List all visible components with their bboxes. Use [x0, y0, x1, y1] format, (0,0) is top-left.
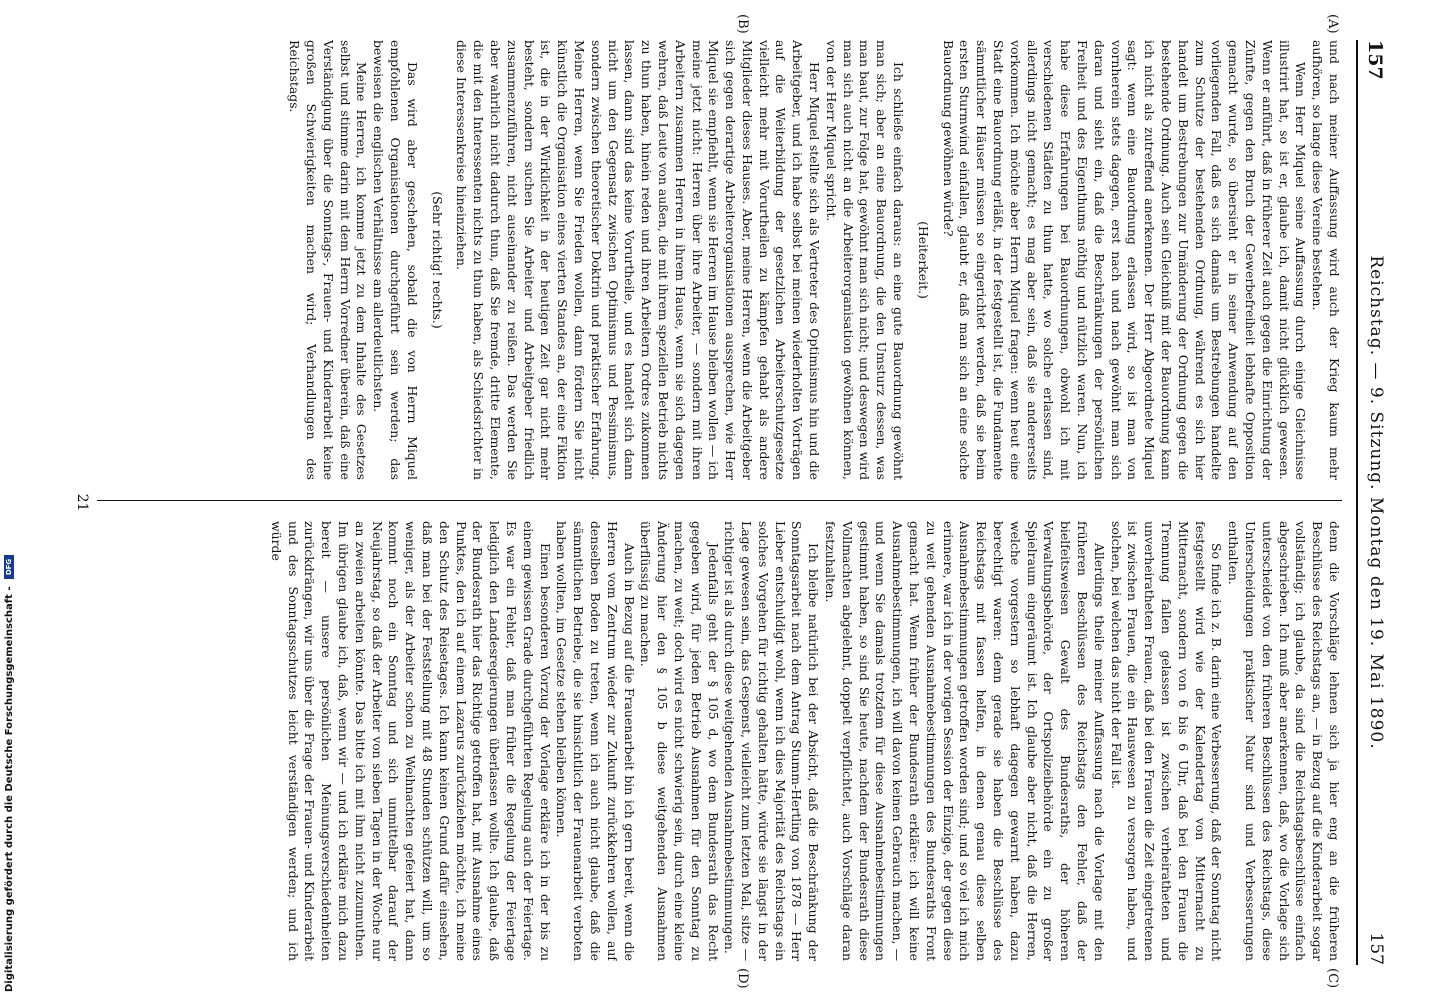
margin-marker-d: (D): [735, 968, 750, 989]
digitization-credit: [4, 558, 18, 992]
paragraph: Jedenfalls geht der § 105 d, wo dem Bundesrath das Recht gegeben wird, für jeden Betrieb Ausnahmen für den Sonntag zu machen, zu weit; doch wird es nicht schwierig sein, durch eine kleine Änderung hier den § 105 b diese weitgehenden Ausnahmen überflüssig zu machen.: [638, 521, 721, 961]
paragraph: und nach meiner Auffassung wird auch der Krieg kaum mehr aufhören, so lange diese Vereine bestehen.: [1310, 40, 1342, 480]
paragraph: Wenn Herr Miquel seine Auffassung durch einige Gleichnisse illustrirt hat, so ist er, glaube ich, damit nicht glücklich gewesen. Wenn er anführt, daß in früherer Zeit auch gegen die Einrichtung der Zünfte, gegen den Bruch der Gewerbefreiheit lebhafte Opposition gemacht wurde, so übersieht er in seiner Anwendung auf den vorliegenden Fall, daß es sich damals um Bestrebungen handelte zum Schutze der bestehenden Ordnung, während es sich hier handelt um Bestrebungen zur Umänderung der Ordnung gegen die bestehende Ordnung. Auch sein Gleichniß mit der Bauordnung kann ich nicht als zutreffend anerkennen. Der Herr Abgeordnete Miquel sagt: wenn eine Bauordnung erlassen wird, so ist man von vornherein stets dagegen, erst nach und nach gewöhnt man sich daran und sieht ein, daß die Beschränkungen der persönlichen Freiheit und des Eigenthums nöthig und nützlich waren. Nun, ich habe diese Erfahrungen bei Bauordnungen, obwohl ich mit verschiedenen Städten zu thun hatte, wo solche erlassen sind, allerdings nicht gemacht; es mag aber sein, daß sie andererseits vorkommen. Ich möchte aber Herrn Miquel fragen: wenn heut eine Stadt eine Bauordnung erläßt, in der festgestellt ist, die Fundamente sämmtlicher Häuser müssen so eingerichtet werden, daß sie beim ersten Sturmwind einfallen, glaubt er, daß man sich an eine solche Bauordnung gewöhnen würde?: [940, 40, 1309, 480]
dfg-logo-icon: DFG: [4, 555, 14, 579]
header-page-label: 157: [1366, 932, 1386, 965]
paragraph: Ich bleibe natürlich bei der Absicht, daß die Beschränkung der Sonntagsarbeit nach dem Antrag Stumm-Hertling von 1878 — Herr Lieber entschuldigt wohl, wenn ich dies Majorität des Reichstags ein solches Vorgehen für richtig gehalten hätte, würde sie längst in der Lage gewesen sein, das Gespenst, vielleicht zum letzten Mal, sitze — richtiger ist als durch diese weitgehenden Ausnahmebestimmungen.: [722, 521, 822, 961]
laughter-note: (Heiterkeit.): [915, 221, 931, 299]
header-page-number: 157: [1364, 40, 1386, 80]
paragraph: So finde ich z. B. darin eine Verbesserung, daß der Sonntag nicht festgestellt wird wie der Kalendertag von Mitternacht zu Mitternacht, sondern von 6 bis 6 Uhr, daß bei den Frauen die Trennung fallen gelassen ist zwischen verheiratheten und unverheiratheten Frauen, daß bei den Frauen die Zeit eingetretenen ist zwischen Frauen, die ein Hauswesen zu versorgen haben, und solchen, bei welchen das nicht der Fall ist.: [1108, 521, 1225, 961]
left-column: [112, 40, 1342, 480]
paragraph: Meine Herren, ich komme jetzt zu dem Inhalte des Gesetzes selbst und stimme darin mit dem Herrn Vorredner überein, daß eine Verständigung über die Sonntags-, Frauen- und Kinderarbeit keine großen Schwierigkeiten machen wird; Verhandlungen des Reichstags.: [287, 40, 370, 480]
paragraph: Ich schließe einfach daraus: an eine gute Bauordnung gewöhnt man sich; aber an eine Bauordnung, die den Umsturz dessen, was man baut, zur Folge hat, gewöhnt man sich nicht; und deswegen wird man sich auch nicht an die Arbeiterorganisation gewöhnen können, von der Herr Miquel spricht.: [823, 40, 907, 480]
paragraph: Herr Miquel stellte sich als Vertreter des Optimismus hin und die Arbeitgeber, und ich habe selbst bei meinen wiederholten Vorträgen auf die Weiterbildung der gesetzlichen Arbeiterschutzgesetze vielleicht mehr mit Vorurtheilen zu kämpfen gehabt als andere Mitglieder dieses Hauses. Aber, meine Herren, wenn die Arbeitgeber sich gegen derartige Arbeiterorganisationen aussprechen, wie Herr Miquel sie empfiehlt, wenn sie Herren im Hause bleiben wollen — ich meine jetzt nicht: Herren über ihre Arbeiter, — sondern mit ihren Arbeitern zusammen Herren in ihrem Hause, wenn sie sich dagegen wehren, daß Leute von außen, die mit ihrem speziellen Betrieb nichts zu thun haben, hinein reden und ihren Arbeitern Ordres zukommen lassen, dann sind das keine Vorurtheile, und es handelt sich dann nicht um den Gegensatz zwischen Optimismus und Pessimismus, sondern zwischen theoretischer Doktrin und praktischer Erfahrung. Meine Herren, wenn Sie Frieden wollen, dann fördern Sie nicht künstlich die Organisation eines vierten Standes an, der eine Fiktion ist, die in der Wirklichkeit in der heutigen Zeit gar nicht mehr besteht, sondern suchen Sie Arbeiter und Arbeitgeber friedlich zusammenzuführen, nicht auseinander zu reißen. Das werden Sie aber wahrlich nicht dadurch thun, daß Sie fremde, dritte Elemente, die mit den Interessenten nichts zu thun haben, als Schiedsrichter in diese Interessenkreise hineinziehen.: [454, 40, 823, 480]
paragraph: Auch in Bezug auf die Frauenarbeit bin ich gern bereit, wenn die Herren vom Zentrum wieder zur Zukunft zurückkehren wollen, auf denselben Boden zu treten, wenn ich auch nicht glaube, daß die sämmtlichen Betriebe, die sie hinsichtlich der Frauenarbeit verboten haben wollten, im Gesetze stehen bleiben können.: [554, 521, 637, 961]
credit-text: Digitalisierung gefördert durch die Deutsche Forschungsgemeinschaft -: [4, 586, 15, 992]
margin-marker-b: (B): [735, 14, 750, 34]
paragraph: Das wird aber geschehen, sobald die von Herrn Miquel empfohlenen Organisationen durchgeführt sein werden; das beweisen die englischen Verhältnisse am allerdeutlichsten.: [371, 40, 420, 480]
paragraph: denn die Vorschläge lehnen sich ja hier eng an die früheren Beschlüsse des Reichstags an, — in Bezug auf die Kinderarbeit sogar vollständig; ich glaube, da sind die Reichstagsbeschlüsse einfach abgeschrieben. Ich muß aber anerkennen, daß, wo die Vorlage sich unterscheidet von den früheren Beschlüssen des Reichstags, diese Unterscheidungen praktischer Natur sind und Verbesserungen enthalten.: [1226, 521, 1342, 961]
right-column: [112, 521, 1342, 961]
paragraph: Allerdings theile meiner Auffassung nach die Vorlage mit den früheren Beschlüssen des Reichstags den Fehler, daß der bielfeitsweisen Gewalt des Bundesraths, der höheren Verwaltungsbehörde, der Ortspolizeibehörde ein zu großer Spielraum eingeräumt ist. Ich glaube aber nicht, daß die Herren, welche vorgestern so lebhaft dagegen gewarnt haben, dazu berechtigt waren: denn gerade sie haben die Beschlüsse des Reichstags mit fassen helfen, in denen genau diese selben Ausnahmebestimmungen getroffen worden sind; und so viel ich mich erinnere, war ich in der vorigen Session der Einzige, der gegen diese zu weit gehenden Ausnahmebestimmungen des Bundesraths Front gemacht hat. Wenn früher der Bundesrath erkläre: ich will keine Ausnahmebestimmungen, ich will davon keinen Gebrauch machen, — und wenn Sie damals trotzdem für diese Ausnahmebestimmungen gestimmt haben, so sind Sie heute, nachdem der Bundesrath diese Vollmachten abgelehnt, doppelt verpflichtet, auch Vorschläge daran festzuhalten.: [823, 521, 1107, 961]
sheet-number: 21: [74, 493, 90, 512]
column-divider: [97, 500, 1342, 501]
margin-marker-c: (C): [1325, 968, 1340, 989]
margin-marker-a: (A): [1325, 14, 1340, 34]
applause-note: (Sehr richtig! rechts.): [429, 191, 445, 329]
paragraph: Einen besonderen Vorzug der Vorlage erkläre ich in der bis zu einem gewissen Grade durchgeführten Regelung auch der Feiertage. Es war ein Fehler, daß man früher die Regelung der Feiertage lediglich den Landesregierungen überlassen wollte. Ich glaube, daß der Bundesrath hier das Richtige getroffen hat, mit Ausnahme eines Punktes, den ich auf einem Lazarus zurückziehen möchte, ich meine den Schutz des Reisetages. Ich kann keinen Grund dafür einsehen, daß man bei der Feststellung mit 48 Stunden schützen will, um so weniger, als der Arbeiter schon zu Weihnachten gefeiert hat, dann kommt noch ein Sonntag und sich unmittelbar darauf der Neujahrstag, so daß der Arbeiter von sieben Tagen in der Woche nur an zweien arbeiten könnte. Das bitte ich mit ihm nicht zuzumuthen. Im übrigen glaube ich, daß, wenn wir — und ich erkläre mich dazu bereit — unsere persönlichen Meinungsverschiedenheiten zurückdrängen, wir uns über die Frage der Frauen- und Kinderarbeit und des Sonntagsschutzes leicht verständigen werden; und ich würde: [268, 521, 553, 961]
header-title: Reichstag. — 9. Sitzung. Montag den 19. Mai 1890.: [1366, 255, 1386, 750]
page-header: [1356, 40, 1392, 965]
